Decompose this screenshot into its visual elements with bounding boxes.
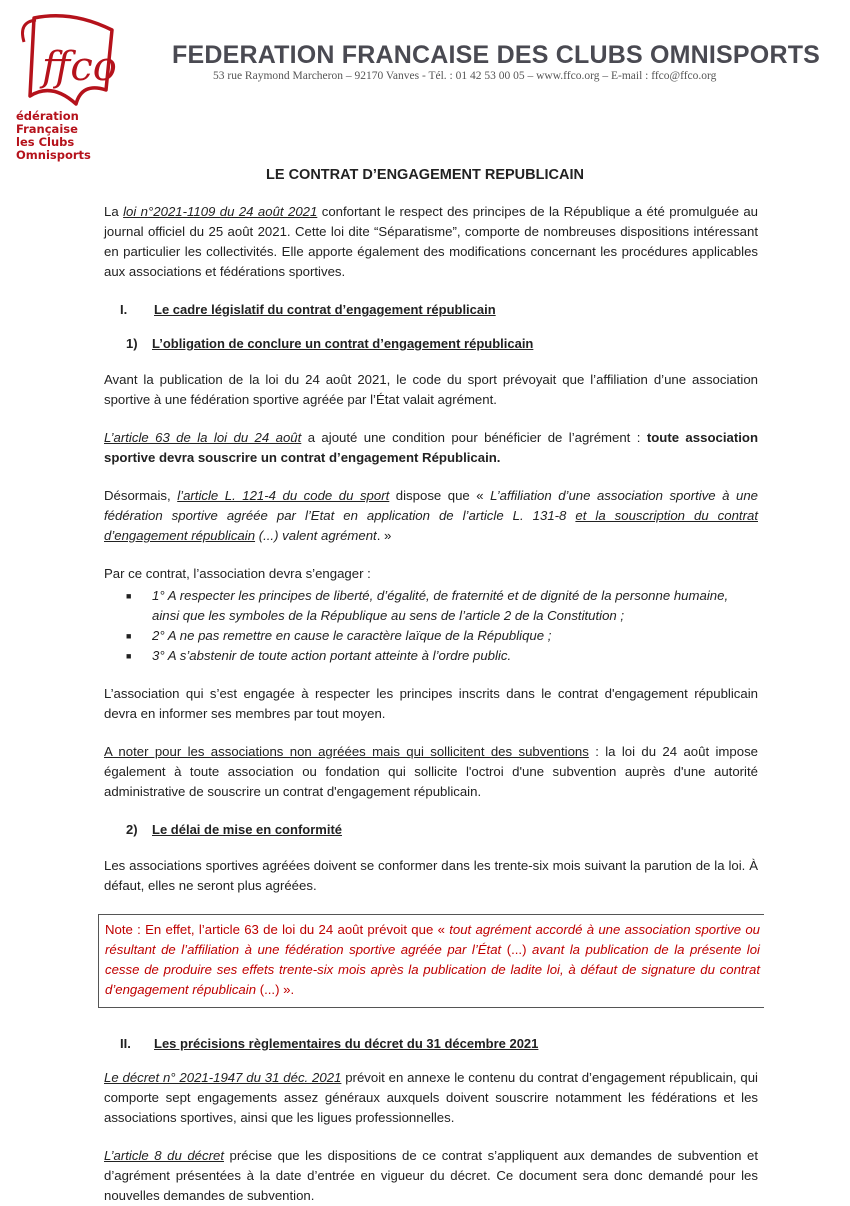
document-body [104, 202, 758, 1206]
section-2-heading [120, 1034, 758, 1054]
note-prefix: Note : En effet, l’article 63 de loi du 24 août prévoit que « [105, 922, 450, 937]
paragraph-article-63 [104, 428, 758, 468]
logo-letters: ffco [42, 44, 117, 90]
paragraph-before-law: Avant la publication de la loi du 24 août 2021, le code du sport prévoyait que l’affiliation d’une association sportive à une fédération sportive agréée par l’État valait agrément. [104, 372, 758, 407]
subsection-2-heading [126, 820, 758, 840]
list-item [104, 586, 758, 626]
subsidies-note-underlined: A noter pour les associations non agréées mais qui sollicitent des subventions [104, 744, 589, 759]
l121-4-link: l’article L. 121-4 du code du sport [177, 488, 390, 503]
article-8-text: précise que les dispositions de ce contrat s’appliquent aux demandes de subvention et d’agrément présentées à la date d’entrée en vigueur du décret. Ce document sera donc demandé pour les nouvelles demandes de subvention. [104, 1148, 758, 1203]
note-quote-1: tout agrément accordé à une association sportive ou résultant de l’affiliation à une fédération sportive agréée par l’État [105, 922, 760, 957]
article-8-link: L’article 8 du décret [104, 1148, 225, 1163]
ffco-logo-mark [12, 12, 132, 112]
paragraph-compliance-delay: Les associations sportives agréées doivent se conformer dans les trente-six mois suivant la parution de la loi. À défaut, elles ne seront plus agréées. [104, 858, 758, 893]
section-1-number: I. [120, 302, 128, 317]
article-63-link: L’article 63 de la loi du 24 août [104, 430, 302, 445]
l121-4-quote-underlined: et la souscription du contrat d’engagement républicain [104, 508, 758, 543]
note-quote-2: avant la publication de la présente loi cesse de produire ses effets trente-six mois après la publication de ladite loi, à défaut de signature du contrat d’engagement républicain [105, 942, 760, 997]
bullet-icon: ■ [126, 631, 132, 641]
document-title: LE CONTRAT D’ENGAGEMENT REPUBLICAIN [266, 167, 584, 183]
paragraph-inform-members: L’association qui s’est engagée à respecter les principes inscrits dans le contrat d'engagement républicain devra en informer ses membres par tout moyen. [104, 686, 758, 721]
law-reference-link: loi n°2021-1109 du 24 août 2021 [123, 204, 318, 219]
note-box [98, 914, 764, 1008]
paragraph-decree [104, 1068, 758, 1128]
l121-4-prefix: Désormais, [104, 488, 178, 503]
decree-link: Le décret n° 2021-1947 du 31 déc. 2021 [104, 1070, 342, 1085]
paragraph-article-l121-4 [104, 486, 758, 546]
subsection-1-heading [126, 334, 758, 354]
list-item [104, 626, 758, 646]
section-1-title: Le cadre législatif du contrat d’engagement républicain [154, 302, 496, 317]
note-end: (...) ». [256, 982, 295, 997]
logo-caption-line1: édération Française [16, 109, 79, 136]
article-63-bold: toute association sportive devra souscrire un contrat d’engagement Républicain. [104, 430, 758, 465]
l121-4-quote: L’affiliation d’une association sportive à une fédération sportive agréée par l’Etat en application de l’article L. 131-8 [104, 488, 758, 523]
commitment-3: 3° A s’abstenir de toute action portant atteinte à l’ordre public. [152, 648, 512, 663]
bullet-icon: ■ [126, 591, 132, 601]
section-1-heading [120, 300, 758, 320]
section-2-title: Les précisions règlementaires du décret du 31 décembre 2021 [154, 1036, 539, 1051]
intro-text-start: La [104, 204, 124, 219]
intro-paragraph [104, 202, 758, 282]
subsection-1-number: 1) [126, 336, 138, 351]
decree-text: prévoit en annexe le contenu du contrat d’engagement républicain, qui comporte sept engagements assez généraux auxquels doivent souscrire notamment les fédérations et les associations sportives, ainsi que les ligues professionnelles. [104, 1070, 758, 1125]
commitments-list [104, 586, 758, 666]
list-item [104, 646, 758, 666]
logo-caption-line2: les Clubs Omnisports [16, 135, 91, 162]
logo-caption [16, 110, 126, 162]
l121-4-quote-end: (...) valent agrément [255, 528, 377, 543]
note-ellipsis: (...) [501, 942, 532, 957]
paragraph-article-8 [104, 1146, 758, 1206]
l121-4-end: . » [376, 528, 392, 543]
subsection-2-title: Le délai de mise en conformité [152, 822, 342, 837]
bullet-icon: ■ [126, 651, 132, 661]
article-63-text: a ajouté une condition pour bénéficier de l’agrément : [301, 430, 647, 445]
subsection-2-number: 2) [126, 822, 138, 837]
subsidies-note-text: : la loi du 24 août impose également à toute association ou fondation qui sollicite l'octroi d'une subvention auprès d'une autorité administrative de souscrire un contrat d'engagement républicain. [104, 744, 758, 799]
l121-4-mid: dispose que « [389, 488, 491, 503]
paragraph-commitments-intro: Par ce contrat, l’association devra s’engager : [104, 566, 371, 581]
org-name: FEDERATION FRANCAISE DES CLUBS OMNISPORTS [172, 41, 821, 69]
subsection-1-title: L’obligation de conclure un contrat d’engagement républicain [152, 336, 534, 351]
section-2-number: II. [120, 1036, 131, 1051]
org-address: 53 rue Raymond Marcheron – 92170 Vanves - Tél. : 01 42 53 00 05 – www.ffco.org – E-mail : ffco@ffco.org [213, 70, 717, 82]
commitment-2: 2° A ne pas remettre en cause le caractère laïque de la République ; [152, 628, 552, 643]
intro-text-rest: confortant le respect des principes de la République a été promulguée au journal officiel du 25 août 2021. Cette loi dite “Séparatisme”, comporte de nombreuses dispositions intéressant en particulier les collectivités. Elle apporte également des modifications concernant les procédures applicables aux associations et fédérations sportives. [104, 204, 758, 279]
commitment-1: 1° A respecter les principes de liberté, d’égalité, de fraternité et de dignité de la personne humaine, ainsi que les symboles de la République au sens de l’article 2 de la Constitution ; [152, 588, 729, 623]
paragraph-subsidies-note [104, 742, 758, 802]
